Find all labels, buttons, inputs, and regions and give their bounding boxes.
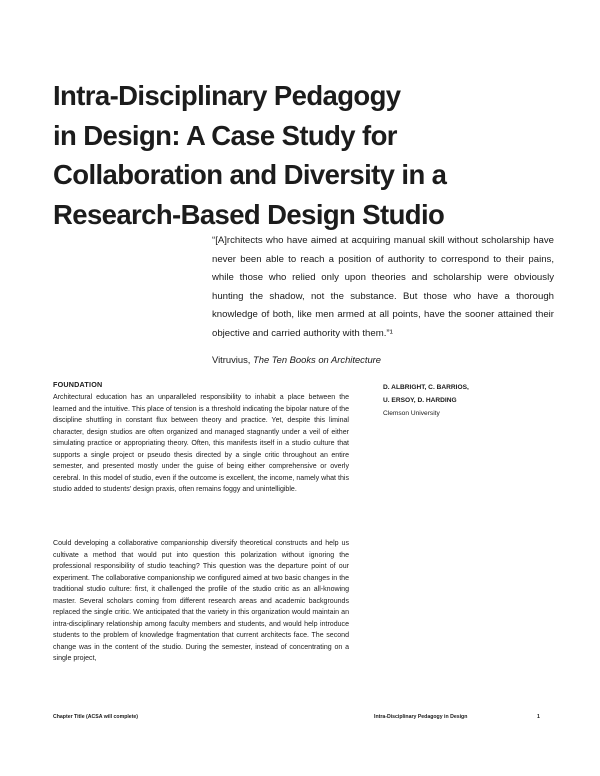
author-block [383,382,469,420]
footer-page-number: 1 [537,714,540,720]
body-paragraph-2 [53,538,349,665]
author-affiliation: Clemson University [383,409,440,417]
paper-title [53,76,573,234]
author-names-line-1: D. ALBRIGHT, C. BARRIOS, [383,384,469,391]
paragraph-text: Architectural education has an unparalleled responsibility to inhabit a place between the learned and the intuitive. This place of tension is a threshold indicating the bipolar nature of the discipline shuttling in constant flux between theory and practice. Yet, despite this liminal character, design studios are often organized and managed stagnantly under a veil of either simulating practice or appropriating theory. Often, this manifests itself in a studio culture that supports a single project or pseudo thesis directed by a single critic throughout an entire semester, and presented mostly under the guise of being either comprehensive or overly cerebral. In this model of studio, even if the outcome is excellent, the income, namely what this studio added to students’ design praxis, often remains foggy and unintelligible. [53,394,349,494]
quote-source: The Ten Books on Architecture [253,354,382,365]
section-heading: FOUNDATION [53,380,103,389]
quote-author: Vitruvius, [212,354,253,365]
title-line: Collaboration and Diversity in a [53,159,447,190]
author-names-line-2: U. ERSOY, D. HARDING [383,396,457,404]
body-paragraph-1 [53,392,349,496]
title-line: Research-Based Design Studio [53,198,445,230]
footer-chapter-title: Chapter Title (ACSA will complete) [53,714,139,720]
epigraph-quote: “[A]rchitects who have aimed at acquiring manual skill without scholarship have never been able to reach a position of authority to correspond to their pains, while those who relied only upon theories and scholarship were obviously hunting the shadow, not the substance. But those who have a thorough knowledge of both, like men armed at all points, have the sooner attained their objective and carried authority with them.”¹ [212,235,554,339]
footer-running-title: Intra-Disciplinary Pedagogy in Design [374,714,468,720]
title-line: in Design: A Case Study for [53,119,397,151]
paragraph-text: Could developing a collaborative companionship diversify theoretical constructs and help us cultivate a method that would put into question this polarization without ignoring the professional responsibility of studio teaching? This question was the departure point of our experiment. The collaborative companionship we configured aimed at two basic changes in the traditional studio culture: first, it challenged the profile of the studio critic as an all-knowing master. Several scholars coming from different research areas and academic backgrounds replaced the single critic. We anticipated that the variety in this organization would maintain an intra-disciplinary relationship among faculty members and students, and would help introduce students to the problem of knowledge fragmentation that current architects face. The second change was in the content of the studio. During the semester, instead of concentrating on a single project, [53,540,349,663]
title-line: Intra-Disciplinary Pedagogy [53,80,401,111]
epigraph-attribution [212,354,381,365]
